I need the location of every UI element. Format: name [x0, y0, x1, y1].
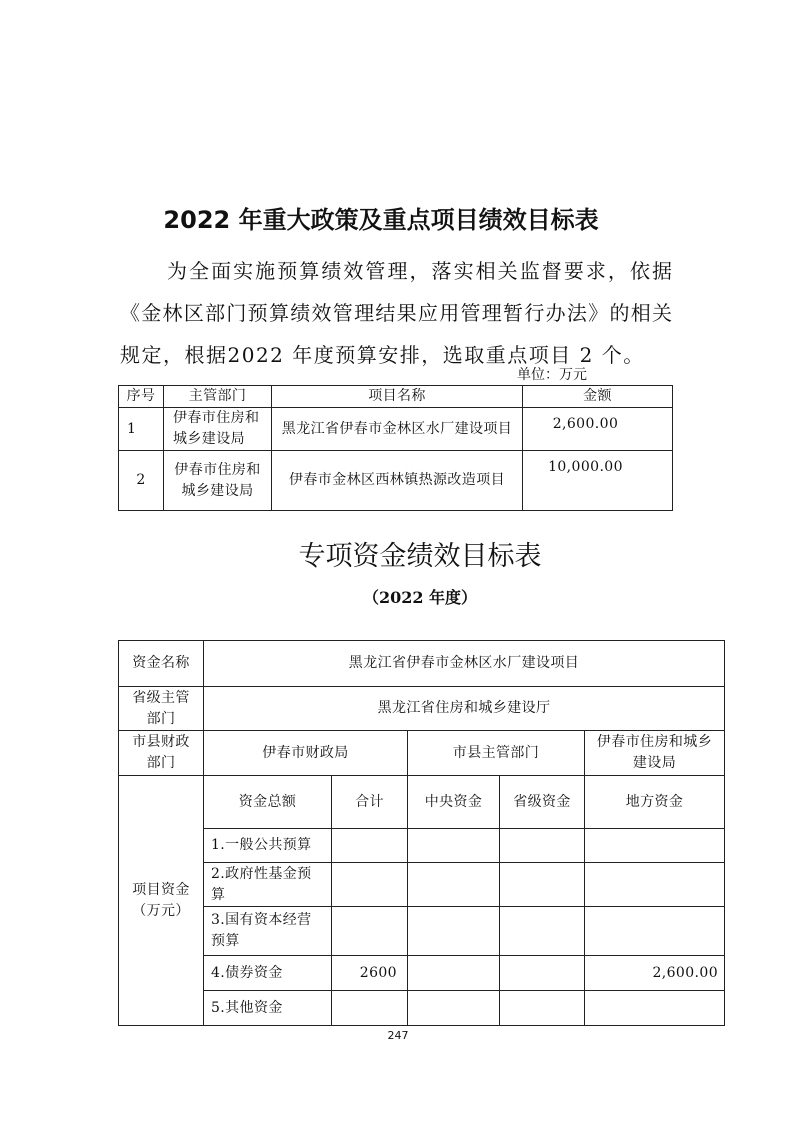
- label-line: 部门: [146, 755, 176, 771]
- county-finance-value: 伊春市财政局: [204, 731, 408, 776]
- key-projects-table: [118, 385, 673, 511]
- fund-row: [119, 907, 725, 956]
- fund-row-provincial: [500, 907, 585, 956]
- fund-row: [119, 829, 725, 863]
- header-cell-fund-total: 资金总额: [204, 776, 332, 829]
- row-department: [164, 451, 272, 511]
- row-no: 1: [119, 408, 164, 451]
- unit-label: 单位：万元: [517, 367, 587, 383]
- county-finance-label: [119, 731, 204, 776]
- table-row: [119, 451, 673, 511]
- fund-row-label: [204, 956, 332, 991]
- label-line: 2.政府性基金预: [211, 865, 312, 882]
- fund-row-local: [585, 991, 725, 1026]
- fund-row-central: [408, 991, 500, 1026]
- fund-row-provincial: [500, 863, 585, 907]
- fund-table-year: （2022 年度）: [362, 588, 478, 607]
- value-line: 建设局: [632, 755, 677, 771]
- fund-table-title: 专项资金绩效目标表: [298, 541, 542, 572]
- fund-name-label: 资金名称: [119, 641, 204, 687]
- intro-paragraph: [120, 250, 672, 376]
- header-cell-amount: 金额: [523, 386, 673, 408]
- department-line: 伊春市住房和: [174, 461, 261, 478]
- fund-row-local: [585, 829, 725, 863]
- header-cell-project-name: 项目名称: [272, 386, 523, 408]
- fund-row: [119, 956, 725, 991]
- table-header-row: [119, 386, 673, 408]
- county-dept-row: [119, 731, 725, 776]
- fund-row-label: [204, 907, 332, 956]
- header-cell-department: 主管部门: [164, 386, 272, 408]
- label-line: 部门: [146, 710, 176, 727]
- fund-performance-table: [118, 640, 725, 1026]
- fund-row-total: [332, 863, 408, 907]
- fund-row-label: [204, 991, 332, 1026]
- row-amount: 10,000.00: [523, 451, 673, 511]
- provincial-dept-label: [119, 687, 204, 731]
- fund-row-central: [408, 907, 500, 956]
- provincial-dept-row: [119, 687, 725, 731]
- label-line: 算: [211, 886, 226, 903]
- fund-row-central: [408, 829, 500, 863]
- intro-line: 规定，根据2022 年度预算安排，选取重点项目 2 个。: [120, 343, 645, 367]
- department-line: 伊春市住房和: [173, 410, 260, 426]
- fund-row-local: [585, 907, 725, 956]
- fund-row-central: [408, 863, 500, 907]
- intro-line: 《金林区部门预算绩效管理结果应用管理暂行办法》的相关: [120, 301, 672, 325]
- row-project-name: 黑龙江省伊春市金林区水厂建设项目: [272, 408, 523, 451]
- provincial-dept-value: 黑龙江省住房和城乡建设厅: [204, 687, 725, 731]
- county-dept-label: 市县主管部门: [408, 731, 585, 776]
- fund-name-value: 黑龙江省伊春市金林区水厂建设项目: [204, 641, 725, 687]
- row-project-name: 伊春市金林区西林镇热源改造项目: [272, 451, 523, 511]
- fund-row-provincial: [500, 829, 585, 863]
- page-title: 2022 年重大政策及重点项目绩效目标表: [163, 206, 599, 234]
- label-line: 1.一般公共预算: [211, 837, 312, 853]
- header-cell-central: 中央资金: [408, 776, 500, 829]
- page-number: 247: [387, 1029, 409, 1042]
- fund-row: [119, 991, 725, 1026]
- label-line: （万元）: [132, 902, 190, 919]
- county-dept-value: [585, 731, 725, 776]
- row-amount: 2,600.00: [523, 408, 673, 451]
- fund-name-row: [119, 641, 725, 687]
- fund-row-local: [585, 863, 725, 907]
- label-line: 预算: [211, 933, 240, 949]
- fund-row-total: [332, 907, 408, 956]
- project-funds-label: [119, 776, 204, 1026]
- header-cell-local: 地方资金: [585, 776, 725, 829]
- fund-row-label: [204, 829, 332, 863]
- fund-columns-header-row: [119, 776, 725, 829]
- header-cell-no: 序号: [119, 386, 164, 408]
- header-cell-sum: 合计: [332, 776, 408, 829]
- fund-row-central: [408, 956, 500, 991]
- department-line: 城乡建设局: [181, 482, 254, 499]
- header-cell-provincial: 省级资金: [500, 776, 585, 829]
- label-line: 市县财政: [132, 734, 190, 750]
- fund-row-total: [332, 991, 408, 1026]
- row-no: 2: [119, 451, 164, 511]
- fund-row-provincial: [500, 956, 585, 991]
- row-department: [164, 408, 272, 451]
- intro-line: 为全面实施预算绩效管理，落实相关监督要求，依据: [167, 259, 672, 283]
- fund-row-label: [204, 863, 332, 907]
- fund-row: [119, 863, 725, 907]
- value-line: 伊春市住房和城乡: [596, 734, 713, 750]
- label-line: 3.国有资本经营: [211, 912, 312, 928]
- fund-row-local: 2,600.00: [585, 956, 725, 991]
- department-line: 城乡建设局: [173, 431, 245, 447]
- table-row: [119, 408, 673, 451]
- label-line: 4.债券资金: [211, 964, 283, 981]
- label-line: 项目资金: [132, 881, 190, 898]
- label-line: 5.其他资金: [211, 999, 283, 1016]
- fund-row-total: 2600: [332, 956, 408, 991]
- fund-row-provincial: [500, 991, 585, 1026]
- label-line: 省级主管: [132, 689, 190, 706]
- fund-row-total: [332, 829, 408, 863]
